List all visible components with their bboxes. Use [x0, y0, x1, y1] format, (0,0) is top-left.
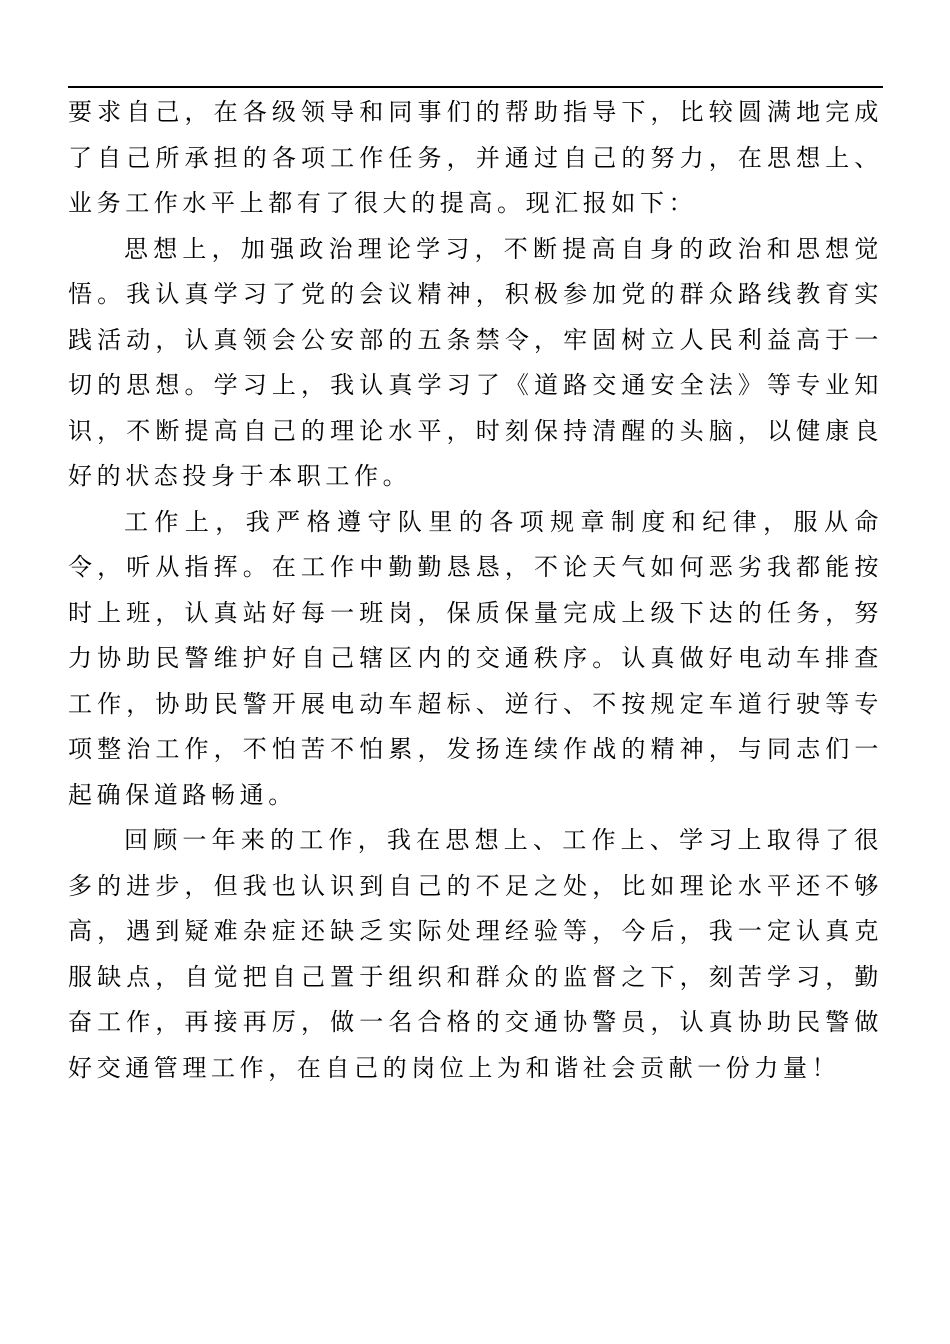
- document-body: [68, 90, 883, 1091]
- paragraph-ideology: 思想上，加强政治理论学习，不断提高自身的政治和思想觉悟。我认真学习了党的会议精神，积极参加党的群众路线教育实践活动，认真领会公安部的五条禁令，牢固树立人民利益高于一切的思想。学习上，我认真学习了《道路交通安全法》等专业知识，不断提高自己的理论水平，时刻保持清醒的头脑，以健康良好的状态投身于本职工作。: [68, 234, 883, 490]
- paragraph-review: 回顾一年来的工作，我在思想上、工作上、学习上取得了很多的进步，但我也认识到自己的不足之处，比如理论水平还不够高，遇到疑难杂症还缺乏实际处理经验等，今后，我一定认真克服缺点，自觉把自己置于组织和群众的监督之下，刻苦学习，勤奋工作，再接再厉，做一名合格的交通协警员，认真协助民警做好交通管理工作，在自己的岗位上为和谐社会贡献一份力量！: [68, 826, 883, 1082]
- paragraph-work: 工作上，我严格遵守队里的各项规章制度和纪律，服从命令，听从指挥。在工作中勤勤恳恳，不论天气如何恶劣我都能按时上班，认真站好每一班岗，保质保量完成上级下达的任务，努力协助民警维护好自己辖区内的交通秩序。认真做好电动车排查工作，协助民警开展电动车超标、逆行、不按规定车道行驶等专项整治工作，不怕苦不怕累，发扬连续作战的精神，与同志们一起确保道路畅通。: [68, 507, 883, 809]
- paragraph-intro-continuation: 要求自己，在各级领导和同事们的帮助指导下，比较圆满地完成了自己所承担的各项工作任务，并通过自己的努力，在思想上、业务工作水平上都有了很大的提高。现汇报如下：: [68, 98, 883, 217]
- header-rule: [68, 86, 883, 88]
